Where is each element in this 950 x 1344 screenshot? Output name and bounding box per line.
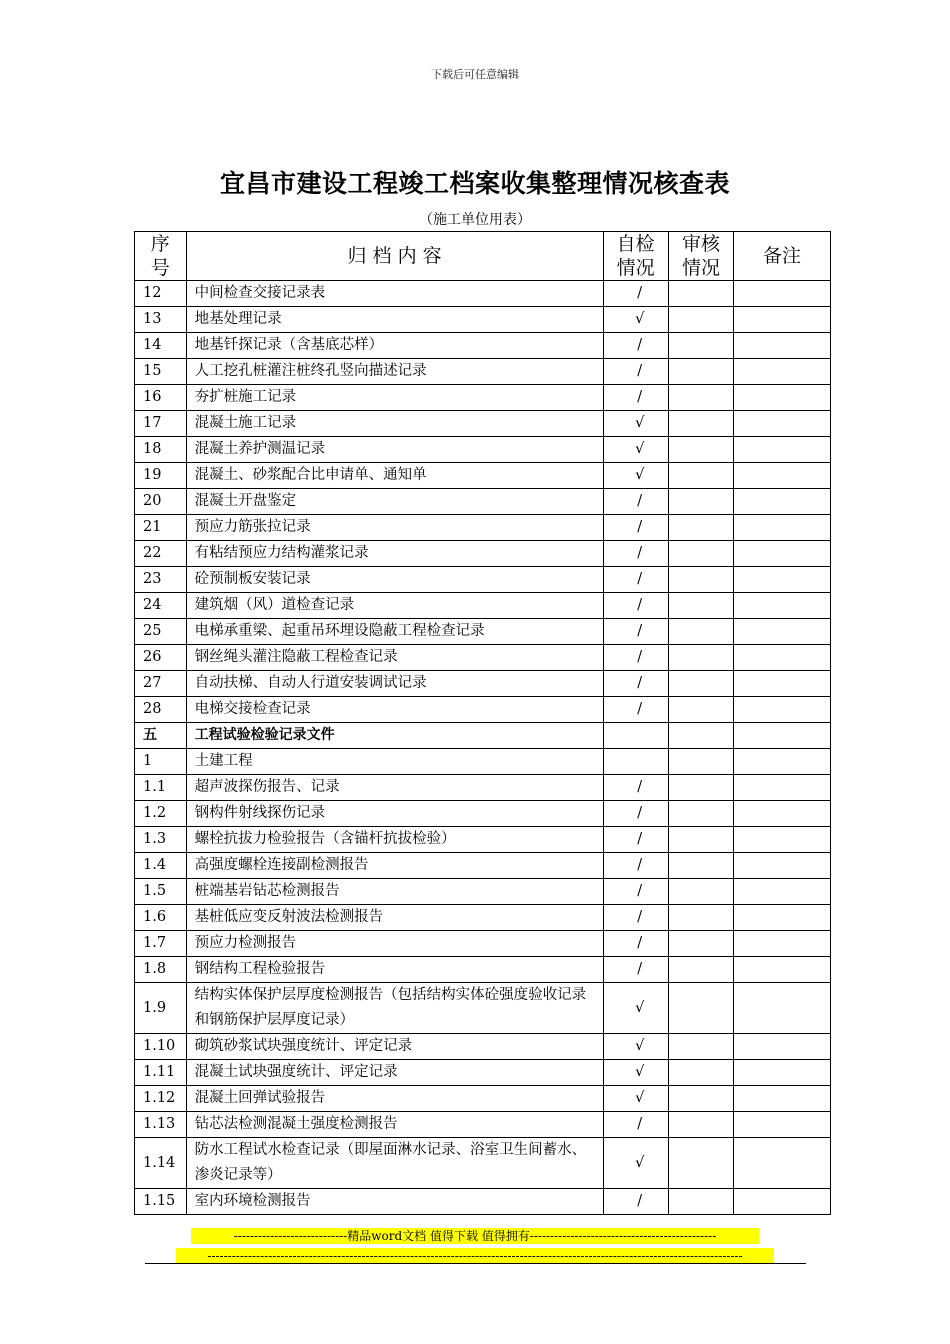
table-row (135, 437, 831, 463)
row-archive-content: 预应力筋张拉记录 (186, 515, 603, 541)
table-row (135, 515, 831, 541)
row-archive-content: 有粘结预应力结构灌浆记录 (186, 541, 603, 567)
row-serial-no: 22 (135, 541, 187, 567)
row-archive-content: 螺栓抗拔力检验报告（含锚杆抗拔检验） (186, 827, 603, 853)
row-serial-no: 1.5 (135, 879, 187, 905)
table-row (135, 749, 831, 775)
row-self-check: √ (603, 1060, 668, 1086)
row-remarks (734, 307, 831, 333)
row-serial-no: 1.12 (135, 1086, 187, 1112)
row-remarks (734, 879, 831, 905)
row-archive-content: 自动扶梯、自动人行道安装调试记录 (186, 671, 603, 697)
table-section-row (135, 723, 831, 749)
row-archive-content: 钢丝绳头灌注隐蔽工程检查记录 (186, 645, 603, 671)
row-self-check: / (603, 1112, 668, 1138)
row-audit-status (668, 541, 733, 567)
row-serial-no: 1.6 (135, 905, 187, 931)
row-archive-content: 预应力检测报告 (186, 931, 603, 957)
row-self-check: / (603, 645, 668, 671)
row-archive-content: 超声波探伤报告、记录 (186, 775, 603, 801)
row-serial-no: 20 (135, 489, 187, 515)
header-serial-no: 序 号 (135, 232, 187, 281)
row-audit-status (668, 723, 733, 749)
row-serial-no: 1.11 (135, 1060, 187, 1086)
row-archive-content: 电梯交接检查记录 (186, 697, 603, 723)
table-row (135, 1060, 831, 1086)
row-archive-content: 中间检查交接记录表 (186, 281, 603, 307)
table-row (135, 905, 831, 931)
row-remarks (734, 957, 831, 983)
table-row (135, 801, 831, 827)
row-audit-status (668, 307, 733, 333)
row-remarks (734, 437, 831, 463)
table-row (135, 1138, 831, 1189)
footer-line-2: ------------------------------------------------------------------------------------------------------------------------------------ (176, 1248, 774, 1264)
row-serial-no: 24 (135, 593, 187, 619)
row-archive-content: 桩端基岩钻芯检测报告 (186, 879, 603, 905)
row-remarks (734, 645, 831, 671)
row-remarks (734, 619, 831, 645)
row-archive-content: 土建工程 (186, 749, 603, 775)
row-archive-content: 钻芯法检测混凝土强度检测报告 (186, 1112, 603, 1138)
row-serial-no: 1 (135, 749, 187, 775)
table-row (135, 1034, 831, 1060)
row-self-check: √ (603, 1034, 668, 1060)
table-row (135, 307, 831, 333)
row-remarks (734, 983, 831, 1034)
row-self-check: / (603, 827, 668, 853)
row-serial-no: 1.10 (135, 1034, 187, 1060)
row-self-check: / (603, 1189, 668, 1215)
row-remarks (734, 515, 831, 541)
row-archive-content: 防水工程试水检查记录（即屋面淋水记录、浴室卫生间蓄水、渗炎记录等） (186, 1138, 603, 1189)
row-archive-content: 混凝土施工记录 (186, 411, 603, 437)
row-self-check: / (603, 671, 668, 697)
row-archive-content: 地基钎探记录（含基底芯样） (186, 333, 603, 359)
row-remarks (734, 593, 831, 619)
row-serial-no: 1.3 (135, 827, 187, 853)
header-remarks: 备注 (734, 232, 831, 281)
row-serial-no: 1.4 (135, 853, 187, 879)
row-serial-no: 13 (135, 307, 187, 333)
row-audit-status (668, 827, 733, 853)
row-audit-status (668, 775, 733, 801)
row-self-check: / (603, 879, 668, 905)
row-audit-status (668, 749, 733, 775)
row-audit-status (668, 645, 733, 671)
row-audit-status (668, 619, 733, 645)
row-self-check: / (603, 931, 668, 957)
footer-banner (176, 1228, 774, 1264)
row-audit-status (668, 593, 733, 619)
table-row (135, 593, 831, 619)
table-row (135, 1189, 831, 1215)
table-row (135, 879, 831, 905)
row-archive-content: 混凝土开盘鉴定 (186, 489, 603, 515)
row-remarks (734, 697, 831, 723)
row-self-check: / (603, 489, 668, 515)
row-remarks (734, 385, 831, 411)
row-audit-status (668, 333, 733, 359)
row-serial-no: 25 (135, 619, 187, 645)
row-self-check (603, 749, 668, 775)
row-remarks (734, 333, 831, 359)
footer-line-1: ----------------------------精品word文档 值得下载 值得拥有---------------------------------------------- (191, 1228, 759, 1244)
row-remarks (734, 411, 831, 437)
row-audit-status (668, 281, 733, 307)
table-row (135, 645, 831, 671)
row-archive-content: 电梯承重梁、起重吊环埋设隐蔽工程检查记录 (186, 619, 603, 645)
row-serial-no: 1.7 (135, 931, 187, 957)
row-archive-content: 室内环境检测报告 (186, 1189, 603, 1215)
row-audit-status (668, 437, 733, 463)
row-self-check: √ (603, 463, 668, 489)
row-audit-status (668, 957, 733, 983)
table-row (135, 775, 831, 801)
row-archive-content: 钢结构工程检验报告 (186, 957, 603, 983)
row-self-check: / (603, 853, 668, 879)
row-archive-content: 混凝土试块强度统计、评定记录 (186, 1060, 603, 1086)
row-remarks (734, 463, 831, 489)
footer-divider (145, 1263, 806, 1264)
row-self-check: √ (603, 1138, 668, 1189)
row-archive-content: 建筑烟（风）道检查记录 (186, 593, 603, 619)
row-serial-no: 16 (135, 385, 187, 411)
row-archive-content: 混凝土、砂浆配合比申请单、通知单 (186, 463, 603, 489)
row-audit-status (668, 1189, 733, 1215)
row-remarks (734, 1086, 831, 1112)
row-remarks (734, 827, 831, 853)
table-row (135, 541, 831, 567)
row-audit-status (668, 853, 733, 879)
archive-check-table (134, 231, 831, 1215)
table-header-row (135, 232, 831, 281)
row-audit-status (668, 801, 733, 827)
table-row (135, 671, 831, 697)
row-audit-status (668, 931, 733, 957)
row-serial-no: 1.1 (135, 775, 187, 801)
row-archive-content: 砼预制板安装记录 (186, 567, 603, 593)
row-serial-no: 27 (135, 671, 187, 697)
document-subtitle: （施工单位用表） (419, 212, 531, 228)
row-audit-status (668, 1060, 733, 1086)
row-remarks (734, 801, 831, 827)
header-archive-content: 归 档 内 容 (186, 232, 603, 281)
row-remarks (734, 567, 831, 593)
row-archive-content: 工程试验检验记录文件 (186, 723, 603, 749)
table-row (135, 489, 831, 515)
row-serial-no: 26 (135, 645, 187, 671)
row-remarks (734, 853, 831, 879)
row-self-check: / (603, 801, 668, 827)
row-serial-no: 18 (135, 437, 187, 463)
table-row (135, 983, 831, 1034)
row-archive-content: 混凝土养护测温记录 (186, 437, 603, 463)
row-self-check: / (603, 775, 668, 801)
row-self-check: / (603, 957, 668, 983)
row-remarks (734, 723, 831, 749)
row-archive-content: 基桩低应变反射波法检测报告 (186, 905, 603, 931)
row-serial-no: 1.13 (135, 1112, 187, 1138)
row-serial-no: 五 (135, 723, 187, 749)
row-archive-content: 砌筑砂浆试块强度统计、评定记录 (186, 1034, 603, 1060)
table-row (135, 619, 831, 645)
table-row (135, 567, 831, 593)
row-remarks (734, 775, 831, 801)
row-audit-status (668, 359, 733, 385)
row-self-check: / (603, 385, 668, 411)
row-audit-status (668, 1138, 733, 1189)
row-archive-content: 夯扩桩施工记录 (186, 385, 603, 411)
row-audit-status (668, 1112, 733, 1138)
row-audit-status (668, 697, 733, 723)
table-row (135, 385, 831, 411)
row-remarks (734, 1034, 831, 1060)
row-serial-no: 1.2 (135, 801, 187, 827)
row-self-check: / (603, 541, 668, 567)
row-serial-no: 1.15 (135, 1189, 187, 1215)
row-self-check: √ (603, 307, 668, 333)
row-self-check (603, 723, 668, 749)
row-remarks (734, 281, 831, 307)
row-audit-status (668, 905, 733, 931)
document-title: 宜昌市建设工程竣工档案收集整理情况核查表 (219, 169, 730, 198)
row-self-check: / (603, 281, 668, 307)
row-self-check: / (603, 515, 668, 541)
row-remarks (734, 1189, 831, 1215)
row-remarks (734, 541, 831, 567)
row-self-check: / (603, 359, 668, 385)
table-row (135, 411, 831, 437)
row-audit-status (668, 1086, 733, 1112)
row-serial-no: 19 (135, 463, 187, 489)
row-self-check: / (603, 333, 668, 359)
row-remarks (734, 1060, 831, 1086)
row-remarks (734, 489, 831, 515)
row-self-check: √ (603, 411, 668, 437)
table-row (135, 1112, 831, 1138)
table-row (135, 281, 831, 307)
row-self-check: √ (603, 1086, 668, 1112)
row-serial-no: 1.9 (135, 983, 187, 1034)
row-archive-content: 钢构件射线探伤记录 (186, 801, 603, 827)
row-self-check: √ (603, 437, 668, 463)
row-archive-content: 人工挖孔桩灌注桩终孔竖向描述记录 (186, 359, 603, 385)
row-serial-no: 23 (135, 567, 187, 593)
row-serial-no: 21 (135, 515, 187, 541)
row-audit-status (668, 1034, 733, 1060)
row-self-check: / (603, 619, 668, 645)
row-audit-status (668, 515, 733, 541)
header-audit-status: 审核 情况 (668, 232, 733, 281)
row-remarks (734, 905, 831, 931)
row-audit-status (668, 879, 733, 905)
table-row (135, 957, 831, 983)
table-row (135, 931, 831, 957)
row-self-check: / (603, 905, 668, 931)
row-remarks (734, 1112, 831, 1138)
row-remarks (734, 359, 831, 385)
row-serial-no: 12 (135, 281, 187, 307)
table-row (135, 827, 831, 853)
row-audit-status (668, 983, 733, 1034)
row-serial-no: 1.8 (135, 957, 187, 983)
row-audit-status (668, 463, 733, 489)
row-remarks (734, 1138, 831, 1189)
table-row (135, 1086, 831, 1112)
row-serial-no: 14 (135, 333, 187, 359)
header-note: 下载后可任意编辑 (431, 68, 519, 81)
table-body (135, 281, 831, 1215)
row-remarks (734, 671, 831, 697)
row-remarks (734, 749, 831, 775)
table-row (135, 463, 831, 489)
row-self-check: / (603, 567, 668, 593)
row-self-check: √ (603, 983, 668, 1034)
row-serial-no: 1.14 (135, 1138, 187, 1189)
row-archive-content: 结构实体保护层厚度检测报告（包括结构实体砼强度验收记录和钢筋保护层厚度记录） (186, 983, 603, 1034)
row-audit-status (668, 671, 733, 697)
row-serial-no: 15 (135, 359, 187, 385)
row-audit-status (668, 489, 733, 515)
table-row (135, 333, 831, 359)
row-remarks (734, 931, 831, 957)
row-self-check: / (603, 593, 668, 619)
row-self-check: / (603, 697, 668, 723)
table-row (135, 359, 831, 385)
row-audit-status (668, 385, 733, 411)
row-archive-content: 地基处理记录 (186, 307, 603, 333)
row-audit-status (668, 567, 733, 593)
table-row (135, 853, 831, 879)
row-serial-no: 17 (135, 411, 187, 437)
row-archive-content: 高强度螺栓连接副检测报告 (186, 853, 603, 879)
header-self-check: 自检 情况 (603, 232, 668, 281)
row-archive-content: 混凝土回弹试验报告 (186, 1086, 603, 1112)
table-row (135, 697, 831, 723)
row-serial-no: 28 (135, 697, 187, 723)
row-audit-status (668, 411, 733, 437)
